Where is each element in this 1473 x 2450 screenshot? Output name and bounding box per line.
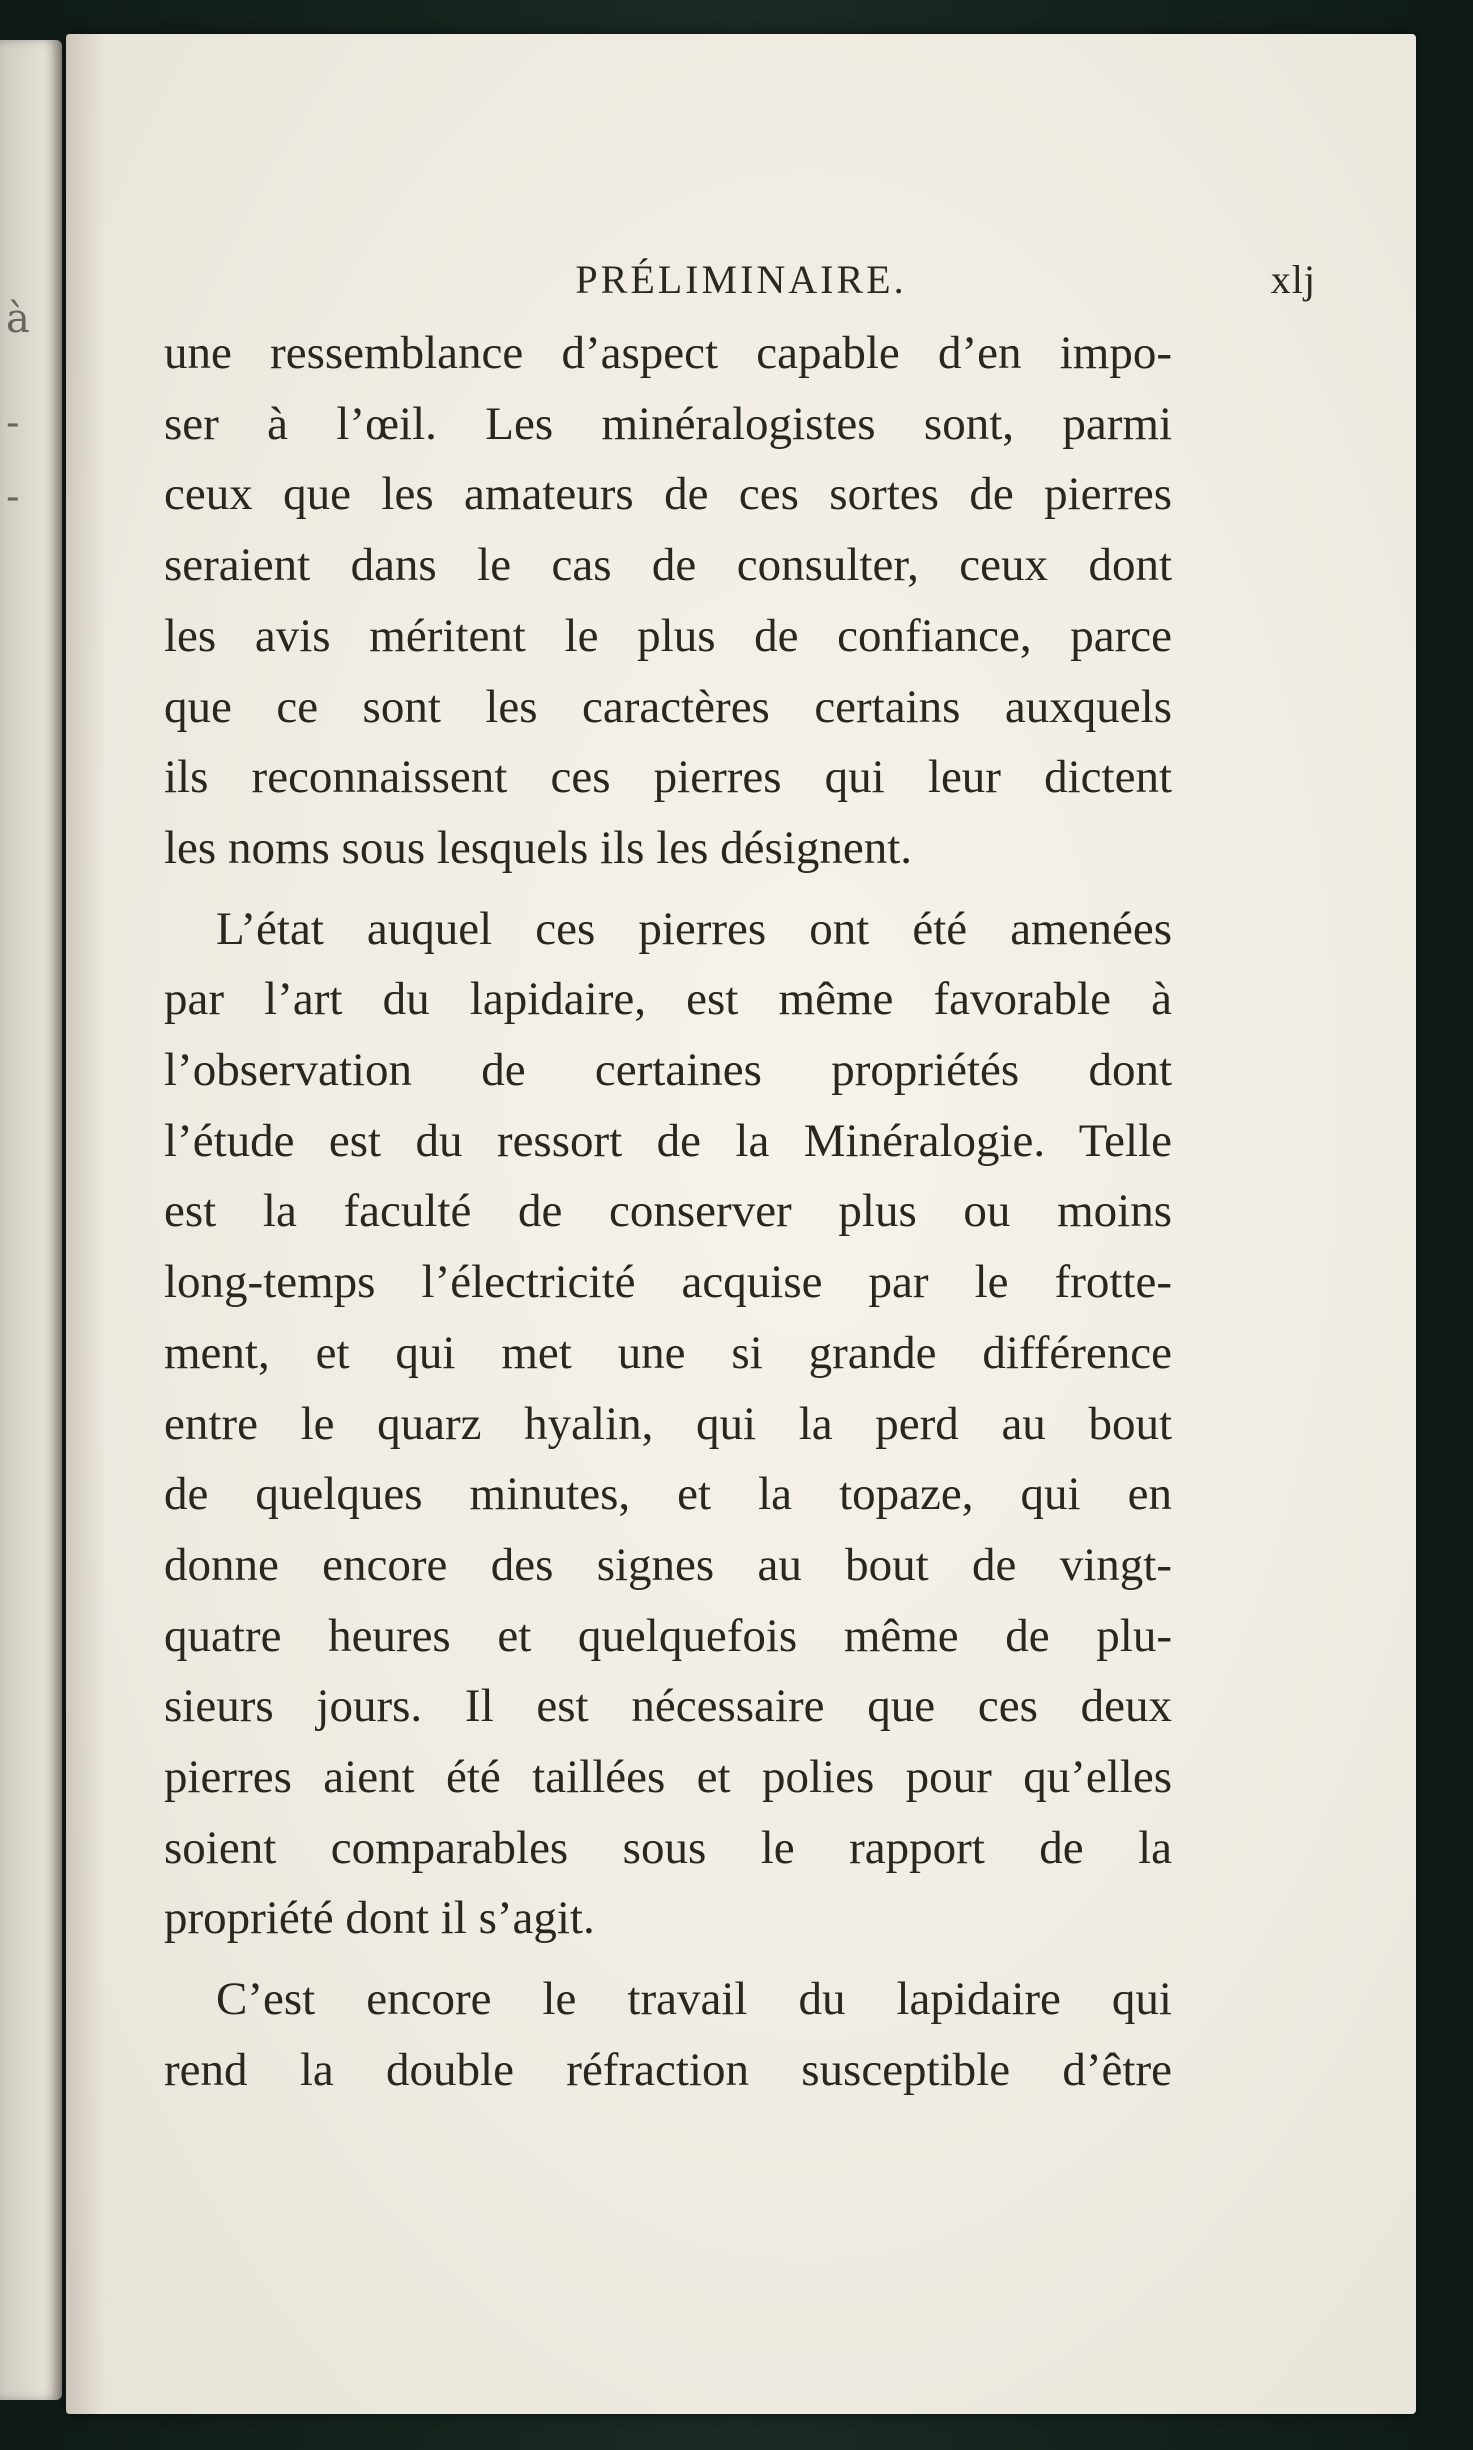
text-line: quatre heures et quelquefois même de plu- [164, 1609, 1172, 1662]
paragraph-2 [164, 894, 1172, 1955]
paragraph-3 [164, 1964, 1172, 2105]
text-line: est la faculté de conserver plus ou moins [164, 1185, 1172, 1238]
paragraph-gap [164, 1954, 1172, 1964]
text-line: l’observation de certaines propriétés dont [164, 1044, 1172, 1097]
running-head-title: PRÉLIMINAIRE. [575, 257, 907, 302]
text-line: soient comparables sous le rapport de la [164, 1821, 1172, 1874]
book-page [66, 34, 1416, 2414]
text-line: par l’art du lapidaire, est même favorable à [164, 973, 1172, 1026]
text-line: long-temps l’électricité acquise par le frotte- [164, 1256, 1172, 1309]
paragraph-gap [164, 884, 1172, 894]
text-line: ser à l’œil. Les minéralogistes sont, parmi [164, 397, 1172, 450]
text-line: ils reconnaissent ces pierres qui leur dictent [164, 751, 1172, 804]
page-number: xlj [1270, 257, 1316, 302]
body-text [164, 318, 1172, 2106]
text-line: l’étude est du ressort de la Minéralogie. Telle [164, 1114, 1172, 1167]
text-line: les avis méritent le plus de confiance, parce [164, 609, 1172, 662]
left-page-mark: à [6, 296, 30, 342]
text-line: les noms sous lesquels ils les désignent. [164, 821, 913, 874]
text-line: donne encore des signes au bout de vingt- [164, 1538, 1172, 1591]
text-line: rend la double réfraction susceptible d’être [164, 2043, 1172, 2096]
running-head [166, 256, 1316, 316]
text-line: ment, et qui met une si grande différence [164, 1326, 1172, 1379]
text-line: entre le quarz hyalin, qui la perd au bout [164, 1397, 1172, 1450]
text-line: propriété dont il s’agit. [164, 1892, 595, 1945]
paragraph-1 [164, 318, 1172, 884]
text-line: L’état auquel ces pierres ont été amenées [216, 902, 1172, 955]
text-line: de quelques minutes, et la topaze, qui en [164, 1468, 1172, 1521]
left-page-edge [0, 40, 62, 2400]
text-line: que ce sont les caractères certains auxquels [164, 680, 1172, 733]
text-line: une ressemblance d’aspect capable d’en impo- [164, 327, 1172, 379]
text-line: ceux que les amateurs de ces sortes de pierres [164, 468, 1172, 521]
text-line: pierres aient été taillées et polies pour qu’elles [164, 1751, 1172, 1804]
text-line: C’est encore le travail du lapidaire qui [216, 1973, 1172, 2026]
left-page-mark: - [6, 400, 20, 446]
left-page-mark: - [6, 474, 20, 520]
text-line: sieurs jours. Il est nécessaire que ces deux [164, 1680, 1172, 1733]
text-line: seraient dans le cas de consulter, ceux dont [164, 539, 1172, 592]
